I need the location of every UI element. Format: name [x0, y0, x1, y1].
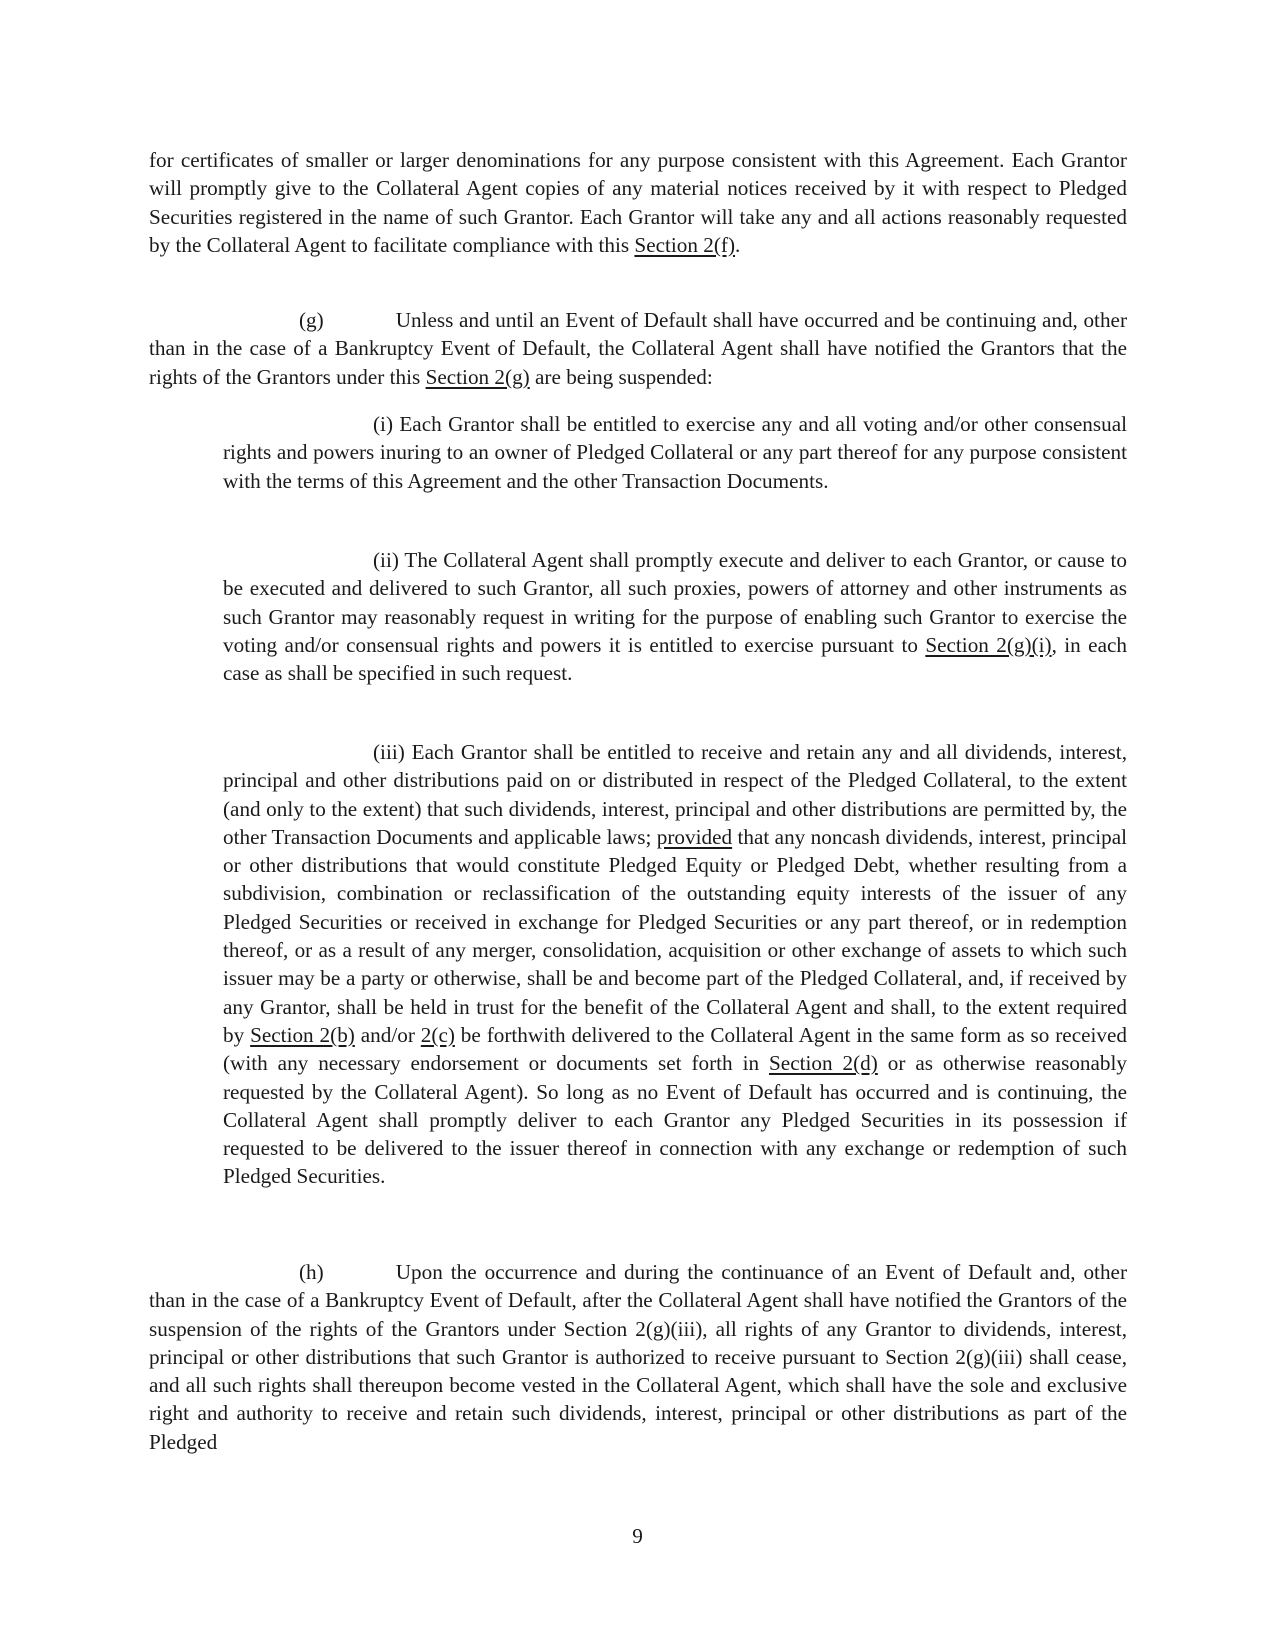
paragraph-g-iii: [223, 738, 1127, 1191]
iii-text-c: and/or: [354, 1022, 421, 1047]
h-text: Upon the occurrence and during the continuance of an Event of Default and, other than in the case of a Bankruptcy Event of Default, after the Collateral Agent shall have notified the Grantors of the suspension of the rights of the Grantors under Section 2(g)(iii), all rights of any Grantor to dividends, interest, principal or other distributions that such Grantor is authorized to receive pursuant to Section 2(g)(iii) shall cease, and all such rights shall thereupon become vested in the Collateral Agent, which shall have the sole and exclusive right and authority to receive and retain such dividends, interest, principal or other distributions as part of the Pledged: [149, 1260, 1127, 1454]
i-text: (i) Each Grantor shall be entitled to exercise any and all voting and/or other consensual rights and powers inuring to an owner of Pledged Collateral or any part thereof for any purpose consistent with the terms of this Agreement and the other Transaction Documents.: [223, 412, 1127, 493]
paragraph-g-ii: [223, 546, 1127, 687]
section-ref-2d: Section 2(d): [769, 1051, 878, 1076]
section-ref-2b: Section 2(b): [250, 1022, 355, 1047]
page-number: 9: [632, 1524, 643, 1548]
g-text-b: are being suspended:: [529, 364, 713, 389]
iii-text-b: that any noncash dividends, interest, principal or other distributions that would constitute Pledged Equity or Pledged Debt, whether resulting from a subdivision, combination or reclassification of the outstanding equity interests of the issuer of any Pledged Securities or received in exchange for Pledged Securities or any part thereof, or in redemption thereof, or as a result of any merger, consolidation, acquisition or other exchange of assets to which such issuer may be a party or otherwise, shall be and become part of the Pledged Collateral, and, if received by any Grantor, shall be held in trust for the benefit of the Collateral Agent and shall, to the extent required by: [223, 824, 1127, 1047]
g-text-a: Unless and until an Event of Default shall have occurred and be continuing and, other than in the case of a Bankruptcy Event of Default, the Collateral Agent shall have notified the Grantors that the rights of the Grantors under this: [149, 308, 1127, 389]
paragraph-h: [149, 1258, 1127, 1456]
iii-text-a: (iii) Each Grantor shall be entitled to receive and retain any and all dividends, interest, principal and other distributions paid on or distributed in respect of the Pledged Collateral, to the extent (and only to the extent) that such dividends, interest, principal and other distributions are permitted by, the other Transaction Documents and applicable laws;: [223, 740, 1127, 849]
paragraph-g: [149, 306, 1127, 391]
clause-label-g: (g): [299, 308, 324, 332]
provided-term: provided: [656, 824, 733, 849]
paragraph-intro: [149, 146, 1127, 259]
section-ref-2g-i: Section 2(g)(i): [925, 632, 1052, 657]
section-ref-2c: 2(c): [420, 1022, 455, 1047]
ii-text-a: (ii) The Collateral Agent shall promptly execute and deliver to each Grantor, or cause to be executed and delivered to such Grantor, all such proxies, powers of attorney and other instruments as such Grantor may reasonably request in writing for the purpose of enabling such Grantor to exercise the voting and/or consensual rights and powers it is entitled to exercise pursuant to: [223, 548, 1127, 657]
clause-label-h: (h): [299, 1260, 324, 1284]
section-ref-2f: Section 2(f): [634, 232, 736, 257]
section-ref-2g: Section 2(g): [425, 364, 530, 389]
paragraph-g-i: [223, 410, 1127, 495]
iii-text-e: or as otherwise reasonably requested by the Collateral Agent). So long as no Event of Default has occurred and is continuing, the Collateral Agent shall promptly deliver to each Grantor any Pledged Securities in its possession if requested to be delivered to the issuer thereof in connection with any exchange or redemption of such Pledged Securities.: [223, 1051, 1127, 1189]
intro-text-a: for certificates of smaller or larger denominations for any purpose consistent with this Agreement. Each Grantor will promptly give to the Collateral Agent copies of any material notices received by it with respect to Pledged Securities registered in the name of such Grantor. Each Grantor will take any and all actions reasonably requested by the Collateral Agent to facilitate compliance with this: [149, 148, 1127, 257]
ii-text-b: , in each case as shall be specified in such request.: [223, 632, 1127, 686]
intro-text-b: .: [735, 232, 741, 257]
iii-text-d: be forthwith delivered to the Collateral Agent in the same form as so received (with any necessary endorsement or documents set forth in: [223, 1022, 1128, 1076]
